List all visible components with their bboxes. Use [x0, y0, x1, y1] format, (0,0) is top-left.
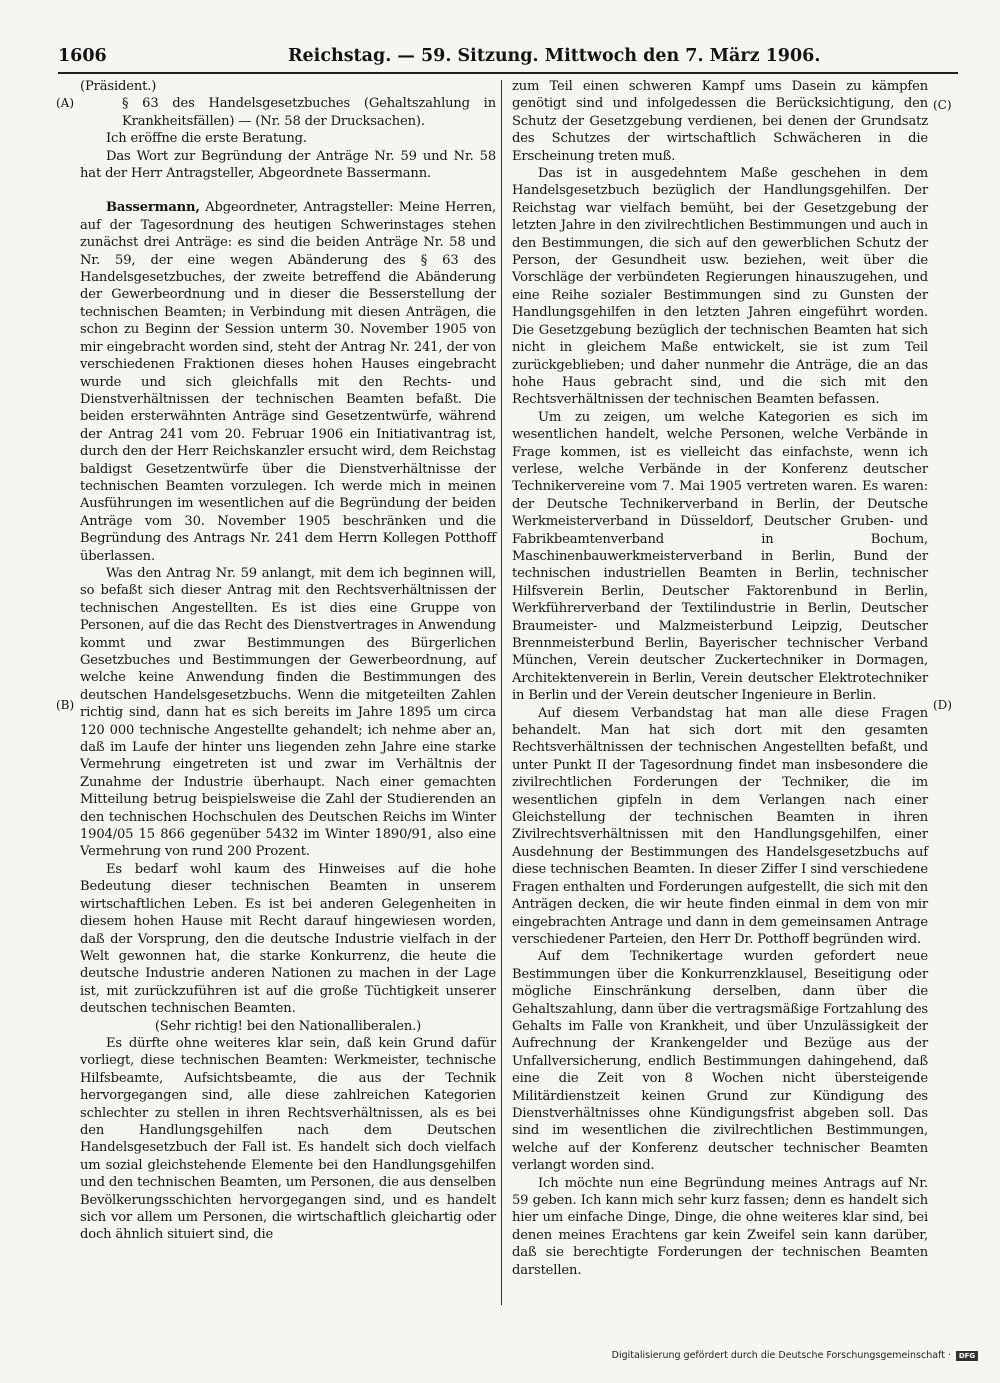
- digitization-footer: [612, 1350, 978, 1361]
- running-title: Reichstag. — 59. Sitzung. Mittwoch den 7. März 1906.: [288, 46, 821, 66]
- page-header: [58, 46, 960, 74]
- left-column: [80, 78, 496, 1244]
- header-rule: [58, 72, 958, 74]
- speech-paragraph: [80, 199, 496, 565]
- speech-paragraph: zum Teil einen schweren Kampf ums Dasein zu kämpfen genötigt sind und infolgedessen die Berücksichtigung, den Schutz der Gesetzgebung verdienen, bei denen der Grundsatz des Schutzes der wirtschaftlich Schwächeren in die Erscheinung treten muß.: [512, 79, 928, 164]
- speech-paragraph: Das ist in ausgedehntem Maße geschehen in dem Handelsgesetzbuch bezüglich der Handlungsgehilfen. Der Reichstag war vielfach bemüht, bei der Gesetzgebung der letzten Jahre in den zivilrechtlichen Bestimmungen und auch in den Bestimmungen, die sich auf den gewerblichen Schutz der Person, der Gesundheit usw. beziehen, weit über die Vorschläge der verbündeten Regierungen hinauszugehen, und eine Reihe sozialer Bestimmungen sind zu Gunsten der Handlungsgehilfen in den letzten Jahren eingeführt worden. Die Gesetzgebung bezüglich der technischen Beamten hat sich nicht in gleichem Maße entwickelt, sie ist zum Teil zurückgeblieben; und daher nunmehr die Anträge, die an das hohe Haus gebracht sind, und die sich mit den Rechtsverhältnissen der technischen Beamten befassen.: [512, 166, 928, 408]
- speech-paragraph: Es bedarf wohl kaum des Hinweises auf die hohe Bedeutung dieser technischen Beamten in unserem wirtschaftlichen Leben. Es ist bei anderen Gelegenheiten in diesem hohen Hause mit Recht darauf hingewiesen worden, daß der Vorsprung, den die deutsche Industrie vielfach in der Welt gewonnen hat, die starke Konkurrenz, die heute die deutsche Industrie anderen Nationen zu machen in der Lage ist, mit zurückzuführen ist auf die große Tüchtigkeit unserer deutschen technischen Beamten.: [80, 861, 496, 1017]
- speech-paragraph: Auf dem Technikertage wurden gefordert neue Bestimmungen über die Konkurrenzklausel, Beseitigung oder mögliche Einschränkung derselben, dann über die Gehaltszahlung, dann über die vertragsmäßige Fortzahlung des Gehalts im Falle von Krankheit, und über Unzulässigkeit der Aufrechnung der Krankengelder und Bezüge aus der Unfallversicherung, endlich Bestimmungen dahingehend, daß eine die Zeit von 8 Wochen nicht übersteigende Militärdienstzeit keinen Grund zur Kündigung des Dienstverhältnisses ohne Kündigungsfrist abgeben soll. Das sind im wesentlichen die zivilrechtlichen Bestimmungen, welche auf der Konferenz deutscher technischer Beamten verlangt worden sind.: [512, 949, 928, 1174]
- agenda-item: § 63 des Handelsgesetzbuches (Gehaltszahlung in Krankheitsfällen) — (Nr. 58 der Drucksachen).: [122, 96, 496, 129]
- speech-paragraph: Um zu zeigen, um welche Kategorien es sich im wesentlichen handelt, welche Personen, welche Verbände in Frage kommen, ist es vielleicht das einfachste, wenn ich verlese, welche Verbände in der Konferenz deutscher Technikervereine vom 7. Mai 1905 vertreten waren. Es waren: der Deutsche Technikerverband in Berlin, der Deutsche Werkmeisterverband in Düsseldorf, Deutscher Gruben- und Fabrikbeamtenverband in Bochum, Maschinenbauwerkmeisterverband in Berlin, Bund der technischen industriellen Beamten in Berlin, technischer Hilfsverein Berlin, Deutscher Faktorenbund in Berlin, Werkführerverband der Textilindustrie in Berlin, Deutscher Braumeister- und Malzmeisterbund Leipzig, Deutscher Brennmeisterbund Berlin, Bayerischer technischer Verband München, Verein deutscher Zuckertechniker in Dormagen, Architektenverein in Berlin, Verein deutscher Elektrotechniker in Berlin und der Verein deutscher Ingenieure in Berlin.: [512, 409, 928, 704]
- spacer: [80, 182, 496, 199]
- speech-paragraph: Ich möchte nun eine Begründung meines Antrags auf Nr. 59 geben. Ich kann mich sehr kurz fassen; denn es handelt sich hier um einfache Dinge, Dinge, die ohne weiteres klar sind, bei denen meines Erachtens gar kein Zweifel sein kann darüber, daß sie berechtigte Forderungen der technischen Beamten darstellen.: [512, 1175, 928, 1278]
- interjection: (Sehr richtig! bei den Nationalliberalen.): [154, 1018, 422, 1034]
- speech-text: Abgeordneter, Antragsteller: Meine Herren, auf der Tagesordnung des heutigen Schwerinstages stehen zunächst drei Anträge: es sind die beiden Anträge Nr. 58 und Nr. 59, der eine wegen Abänderung des § 63 des Handelsgesetzbuches, der zweite betreffend die Abänderung der Gewerbeordnung und in dieser die Besserstellung der technischen Beamten; in Verbindung mit diesen Anträgen, die schon zu Beginn der Session unterm 30. November 1905 von mir eingebracht worden sind, steht der Antrag Nr. 241, der von verschiedenen Fraktionen dieses hohen Hauses eingebracht wurde und sich gleichfalls mit den Rechts- und Dienstverhältnissen der technischen Beamten befaßt. Die beiden ersterwähnten Anträge sind Gesetzentwürfe, während der Antrag 241 vom 20. Februar 1906 ein Initiativantrag ist, durch den der Herr Reichskanzler ersucht wird, dem Reichstag baldigst Gesetzentwürfe über die Dienstverhältnisse der technischen Beamten vorzulegen. Ich werde mich in meinen Ausführungen im wesentlichen auf die Begründung der beiden Anträge vom 30. November 1905 beschränken und die Begründung des Antrags Nr. 241 dem Herrn Kollegen Potthoff überlassen.: [80, 200, 496, 564]
- speaker-name: Bassermann,: [106, 200, 200, 216]
- speaker-announcement: Das Wort zur Begründung der Anträge Nr. 59 und Nr. 58 hat der Herr Antragsteller, Abgeordnete Bassermann.: [80, 148, 496, 182]
- speech-paragraph: Was den Antrag Nr. 59 anlangt, mit dem ich beginnen will, so befaßt sich dieser Antrag mit den Rechtsverhältnissen der technischen Angestellten. Es ist dies eine Gruppe von Personen, auf die das Recht des Dienstvertrages in Anwendung kommt und zwar Bestimmungen des Bürgerlichen Gesetzbuches und Bestimmungen der Gewerbeordnung, auf welche keine Anwendung finden die Bestimmungen des deutschen Handelsgesetzbuchs. Wenn die mitgeteilten Zahlen richtig sind, dann hat es sich bereits im Jahre 1895 um circa 120 000 technische Angestellte gehandelt; ich nehme aber an, daß im Laufe der hinter uns liegenden zehn Jahre eine starke Vermehrung eingetreten ist und zwar im Verhältnis der Zunahme der Industrie überhaupt. Nach einer gemachten Mitteilung betrug beispielsweise die Zahl der Studierenden an den technischen Hochschulen des Deutschen Reichs im Winter 1904/05 15 866 gegenüber 5432 im Winter 1890/91, also eine Vermehrung von rund 200 Prozent.: [80, 565, 496, 860]
- margin-mark-a: (A): [56, 96, 75, 110]
- opening-statement: Ich eröffne die erste Beratung.: [106, 131, 307, 147]
- column-divider: [501, 80, 502, 1305]
- speaker-tag: (Präsident.): [80, 79, 157, 94]
- page-number: 1606: [58, 46, 107, 66]
- right-column: [512, 78, 928, 1279]
- dfg-logo: DFG: [956, 1351, 978, 1361]
- speech-paragraph: Auf diesem Verbandstag hat man alle diese Fragen behandelt. Man hat sich dort mit den gesamten Rechtsverhältnissen der technischen Angestellten befaßt, und unter Punkt II der Tagesordnung findet man insbesondere die zivilrechtlichen Forderungen der Techniker, die im wesentlichen gipfeln in dem Verlangen nach einer Gleichstellung der technischen Beamten in ihren Zivilrechtsverhältnissen mit den Handlungsgehilfen, einer Ausdehnung der Bestimmungen des Handelsgesetzbuchs auf diese technischen Beamten. In dieser Ziffer I sind verschiedene Fragen enthalten und Forderungen aufgestellt, die sich mit den Anträgen decken, die wir heute finden einmal in dem von mir eingebrachten Antrage und dann in dem gemeinsamen Antrage verschiedener Parteien, den Herr Dr. Potthoff begründen wird.: [512, 705, 928, 947]
- margin-mark-c: (C): [933, 98, 952, 112]
- margin-mark-d: (D): [933, 698, 952, 712]
- speech-paragraph: Es dürfte ohne weiteres klar sein, daß kein Grund dafür vorliegt, diese technischen Beamten: Werkmeister, technische Hilfsbeamte, Aufsichtsbeamte, die aus der Technik hervorgegangen sind, alle diese zahlreichen Kategorien schlechter zu stellen in ihren Rechtsverhältnissen, als es bei den Handlungsgehilfen nach dem Deutschen Handelsgesetzbuch der Fall ist. Es handelt sich doch vielfach um sozial gleichstehende Elemente bei den Handlungsgehilfen und den technischen Beamten, um Personen, die aus denselben Bevölkerungsschichten hervorgegangen sind, und es handelt sich vor allem um Personen, die wirtschaftlich gleichartig oder doch ähnlich situiert sind, die: [80, 1035, 496, 1243]
- footer-text: Digitalisierung gefördert durch die Deutsche Forschungsgemeinschaft ·: [611, 1350, 951, 1361]
- margin-mark-b: (B): [56, 698, 75, 712]
